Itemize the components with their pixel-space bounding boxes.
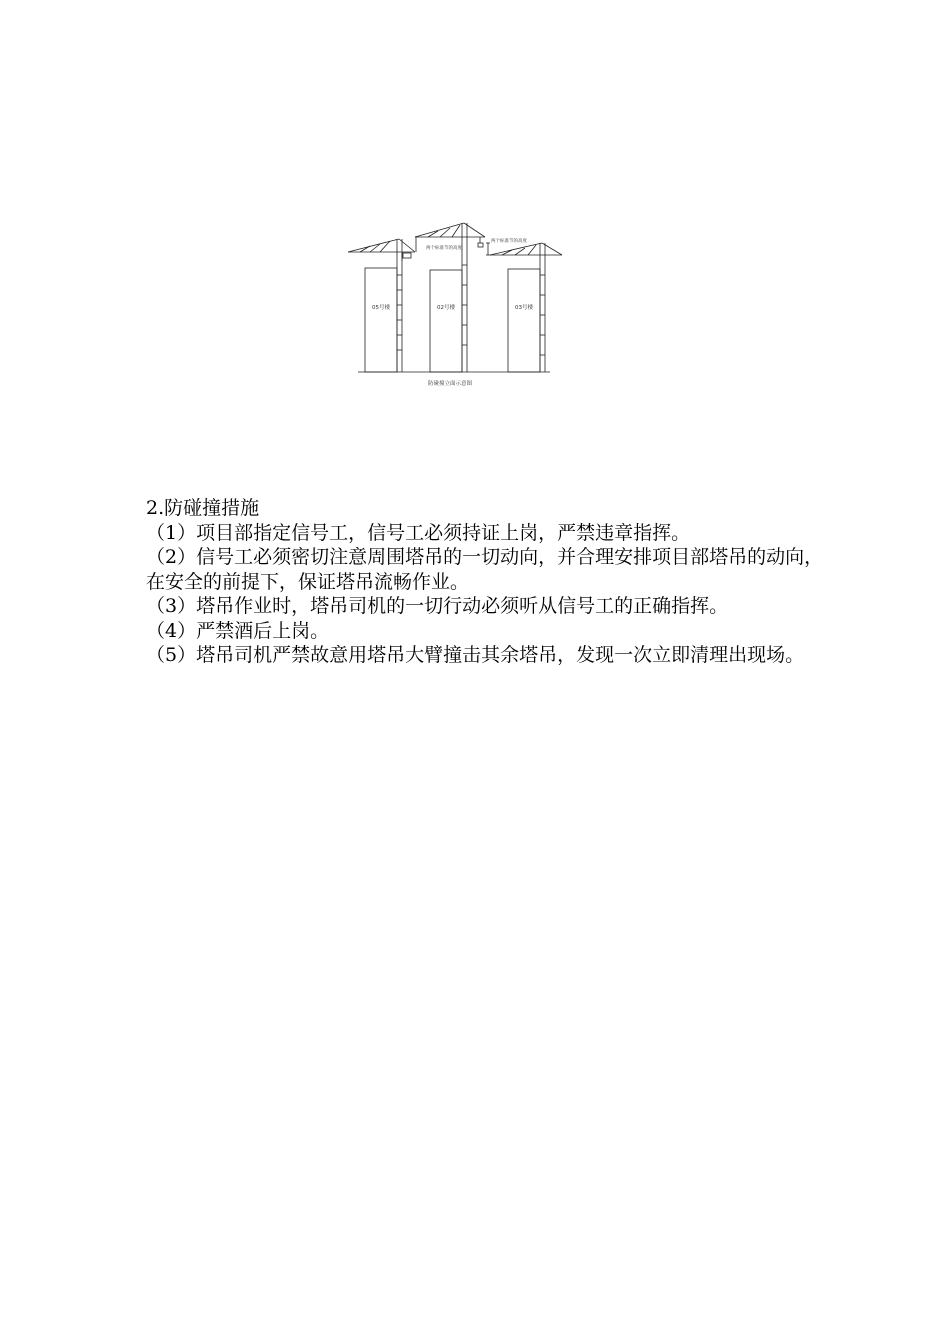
figure-caption: 防碰撞立面示意图 [427,381,473,387]
measure-item: （5）塔吊司机严禁故意用塔吊大臂撞击其余塔吊，发现一次立即清理出现场。 [146,644,805,666]
building-02 [430,270,462,372]
building-03 [508,269,540,372]
height-annotation: 两个标准节的高度 [491,239,527,244]
measure-item: （1）项目部指定信号工，信号工必须持证上岗，严禁违章指挥。 [146,521,691,544]
anti-collision-section [146,496,826,668]
crane-diagram [340,215,580,395]
section-heading: 2.防碰撞措施 [146,497,260,519]
measure-item: （4）严禁酒后上岗。 [146,619,330,642]
measure-item: （3）塔吊作业时，塔吊司机的一切行动必须听从信号工的正确指挥。 [146,595,729,617]
building-label: 02号楼 [437,305,455,311]
building-05 [365,268,397,372]
height-annotation: 两个标准节的高度 [426,246,462,251]
building-label: 05号楼 [372,305,390,311]
tower-crane-elevation-figure [340,215,580,395]
measure-item: （2）信号工必须密切注意周围塔吊的一切动向，并合理安排项目部塔吊的动向，在安全的前提下，保证塔吊流畅作业。 [146,546,824,593]
building-label: 03号楼 [515,305,533,311]
